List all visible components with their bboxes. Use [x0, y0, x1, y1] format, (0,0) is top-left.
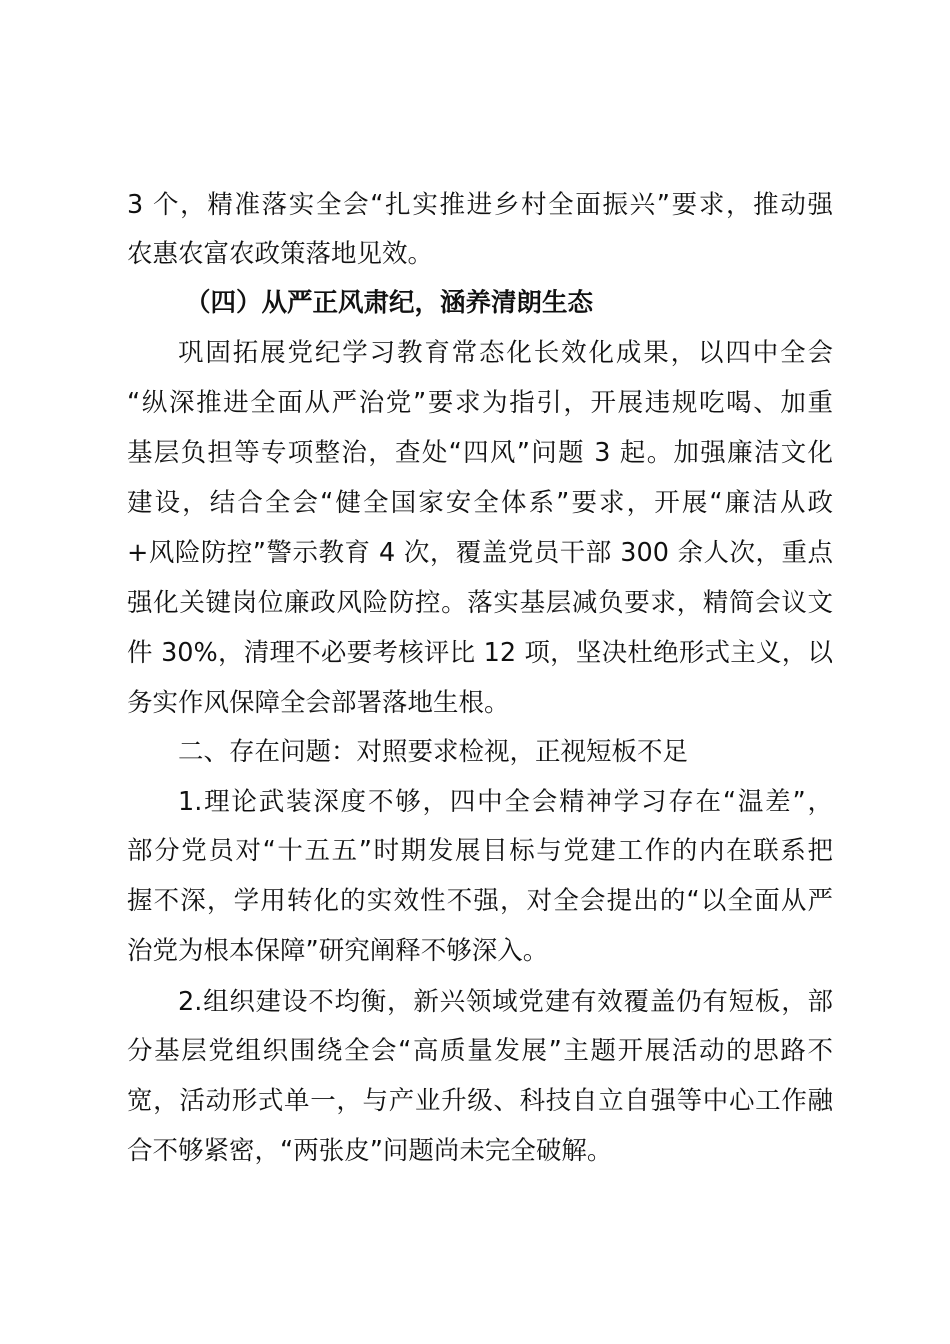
- paragraph-line: 务实作风保障全会部署落地生根。: [127, 688, 510, 718]
- paragraph-line: 宽，活动形式单一，与产业升级、科技自立自强等中心工作融: [127, 1086, 833, 1116]
- paragraph-line: 分基层党组织围绕全会“高质量发展”主题开展活动的思路不: [127, 1036, 833, 1066]
- paragraph-line: 握不深，学用转化的实效性不强，对全会提出的“以全面从严: [127, 886, 833, 916]
- paragraph-line: 2.组织建设不均衡，新兴领域党建有效覆盖仍有短板，部: [178, 987, 833, 1017]
- paragraph-line: 3 个，精准落实全会“扎实推进乡村全面振兴”要求，推动强: [127, 190, 833, 220]
- paragraph-line: 建设，结合全会“健全国家安全体系”要求，开展“廉洁从政: [127, 488, 833, 518]
- paragraph-line: 部分党员对“十五五”时期发展目标与党建工作的内在联系把: [127, 836, 833, 866]
- paragraph-line: 合不够紧密，“两张皮”问题尚未完全破解。: [127, 1136, 613, 1166]
- paragraph-line: 强化关键岗位廉政风险防控。落实基层减负要求，精简会议文: [127, 588, 833, 618]
- section-heading-4: （四）从严正风肃纪，涵养清朗生态: [185, 288, 594, 318]
- section-heading-2: 二、存在问题：对照要求检视，正视短板不足: [178, 737, 689, 767]
- paragraph-line: +风险防控”警示教育 4 次，覆盖党员干部 300 余人次，重点: [127, 538, 833, 568]
- paragraph-line: 件 30%，清理不必要考核评比 12 项，坚决杜绝形式主义，以: [127, 638, 833, 668]
- paragraph-line: 1.理论武装深度不够，四中全会精神学习存在“温差”，: [178, 787, 833, 817]
- paragraph-line: 基层负担等专项整治，查处“四风”问题 3 起。加强廉洁文化: [127, 438, 833, 468]
- paragraph-line: 巩固拓展党纪学习教育常态化长效化成果，以四中全会: [178, 338, 833, 368]
- paragraph-line: “纵深推进全面从严治党”要求为指引，开展违规吃喝、加重: [127, 388, 833, 418]
- paragraph-line: 治党为根本保障”研究阐释不够深入。: [127, 936, 549, 966]
- paragraph-line: 农惠农富农政策落地见效。: [127, 239, 434, 269]
